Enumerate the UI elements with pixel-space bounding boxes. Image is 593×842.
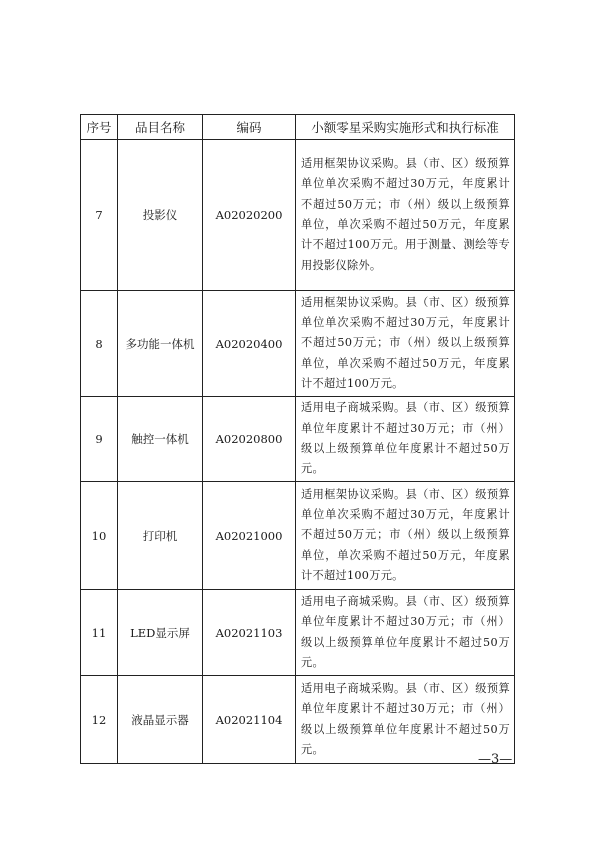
row-item-name: 液晶显示器: [118, 676, 203, 764]
procurement-standards-table: [80, 114, 515, 764]
row-code: A02021000: [203, 482, 296, 590]
header-row: [81, 115, 515, 140]
table-body: [81, 140, 515, 764]
table-row: [81, 397, 515, 482]
table-row: [81, 676, 515, 764]
header-no: 序号: [81, 115, 118, 140]
row-item-name: 打印机: [118, 482, 203, 590]
row-item-name: 多功能一体机: [118, 291, 203, 397]
row-item-name: 投影仪: [118, 140, 203, 291]
row-no: 11: [81, 590, 118, 676]
table-row: [81, 590, 515, 676]
row-standard: 适用框架协议采购。县（市、区）级预算单位单次采购不超过30万元，年度累计不超过50万元；市（州）级以上级预算单位，单次采购不超过50万元，年度累计不超过100万元。: [296, 482, 515, 590]
table-row: [81, 482, 515, 590]
header-name: 品目名称: [118, 115, 203, 140]
row-standard: 适用框架协议采购。县（市、区）级预算单位单次采购不超过30万元，年度累计不超过50万元；市（州）级以上级预算单位，单次采购不超过50万元，年度累计不超过100万元。用于测量、测绘等专用投影仪除外。: [296, 140, 515, 291]
row-code: A02020400: [203, 291, 296, 397]
row-item-name: LED显示屏: [118, 590, 203, 676]
row-no: 10: [81, 482, 118, 590]
row-code: A02021103: [203, 590, 296, 676]
header-standard: 小额零星采购实施形式和执行标准: [296, 115, 515, 140]
row-no: 7: [81, 140, 118, 291]
table-header: [81, 115, 515, 140]
row-code: A02020200: [203, 140, 296, 291]
table-row: [81, 140, 515, 291]
table-row: [81, 291, 515, 397]
page-number: —3—: [478, 752, 513, 767]
row-standard: 适用框架协议采购。县（市、区）级预算单位单次采购不超过30万元，年度累计不超过50万元；市（州）级以上级预算单位，单次采购不超过50万元，年度累计不超过100万元。: [296, 291, 515, 397]
row-no: 9: [81, 397, 118, 482]
row-standard: 适用电子商城采购。县（市、区）级预算单位年度累计不超过30万元；市（州）级以上级预算单位年度累计不超过50万元。: [296, 590, 515, 676]
row-code: A02021104: [203, 676, 296, 764]
row-code: A02020800: [203, 397, 296, 482]
row-no: 8: [81, 291, 118, 397]
row-item-name: 触控一体机: [118, 397, 203, 482]
row-standard: 适用电子商城采购。县（市、区）级预算单位年度累计不超过30万元；市（州）级以上级预算单位年度累计不超过50万元。: [296, 676, 515, 764]
header-code: 编码: [203, 115, 296, 140]
row-no: 12: [81, 676, 118, 764]
row-standard: 适用电子商城采购。县（市、区）级预算单位年度累计不超过30万元；市（州）级以上级预算单位年度累计不超过50万元。: [296, 397, 515, 482]
